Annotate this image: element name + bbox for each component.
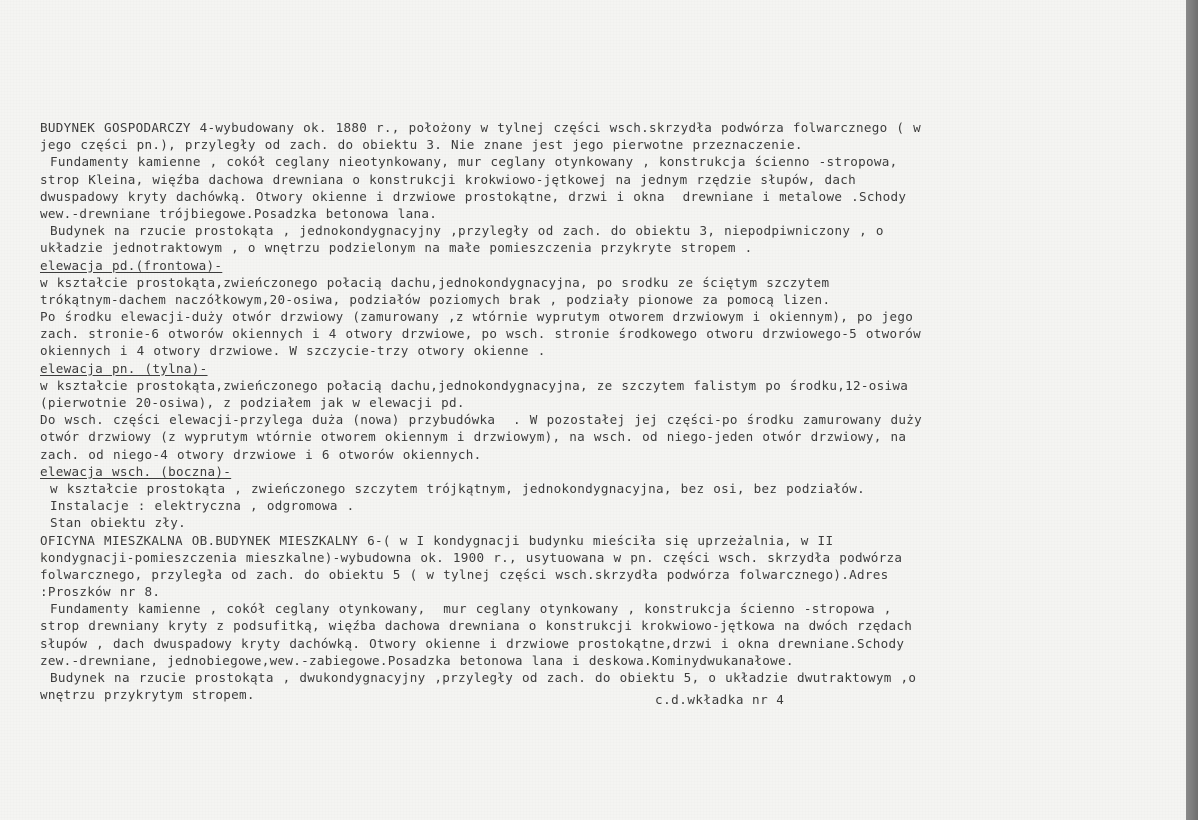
text-line: słupów , dach dwuspadowy kryty dachówką. Otwory okienne i drzwiowe prostokątne,drzwi i okna drewniane.Schody [40,635,905,651]
text-line: zach. od niego-4 otwory drzwiowe i 6 otworów okiennych. [40,446,482,462]
text-line: dwuspadowy kryty dachówką. Otwory okienne i drzwiowe prostokątne, drzwi i okna drewniane i metalowe .Schody [40,188,907,204]
text-line: jego części pn.), przyległy od zach. do obiektu 3. Nie znane jest jego pierwotne przeznaczenie. [40,137,803,153]
document-body [40,119,1170,703]
text-line: Budynek na rzucie prostokąta , dwukondygnacyjny ,przyległy od zach. do obiektu 5, o układzie dwutraktowym ,o [50,670,917,685]
text-line: Do wsch. części elewacji-przylega duża (nowa) przybudówka . W pozostałej jej części-po środku zamurowany duży [40,412,923,428]
text-line: wew.-drewniane trójbiegowe.Posadzka betonowa lana. [40,205,438,221]
continuation-note: c.d.wkładka nr 4 [655,692,785,707]
text-line: OFICYNA MIESZKALNA OB.BUDYNEK MIESZKALNY 6-( w I kondygnacji budynku mieściła się uprzeżalnia, w II [40,532,834,548]
text-line: Budynek na rzucie prostokąta , jednokondygnacyjny ,przyległy od zach. do obiektu 3, niepodpiwniczony , o [50,223,884,239]
text-line: (pierwotnie 20-osiwa), z podziałem jak w elewacji pd. [40,395,465,410]
text-line: BUDYNEK GOSPODARCZY 4-wybudowany ok. 1880 r., położony w tylnej części wsch.skrzydła podwórza folwarcznego ( w [40,120,922,135]
section-heading-north: elewacja pn. (tylna)- [40,360,208,376]
text-line: Fundamenty kamienne , cokół ceglany otynkowany, mur ceglany otynkowany , konstrukcja ścienno -stropowa , [50,601,892,617]
section-heading-south: elewacja pd.(frontowa)- [40,257,223,273]
text-line: Fundamenty kamienne , cokół ceglany nieotynkowany, mur ceglany otynkowany , konstrukcja ścienno -stropowa, [50,154,898,170]
text-line: Po środku elewacji-duży otwór drzwiowy (zamurowany ,z wtórnie wyprutym otworem drzwiowym i okiennym), po jego [40,309,914,325]
text-line: strop Kleina, więźba dachowa drewniana o konstrukcji krokwiowo-jętkowej na jednym rzędzie słupów, dach [40,171,856,187]
text-line: Instalacje : elektryczna , odgromowa . [50,498,355,514]
text-line: zew.-drewniane, jednobiegowe,wew.-zabiegowe.Posadzka betonowa lana i deskowa.Kominydwukanałowe. [40,652,794,668]
text-line: wnętrzu przykrytym stropem. [40,687,255,703]
text-line: :Proszków nr 8. [40,584,161,600]
text-line: otwór drzwiowy (z wyprutym wtórnie otworem okiennym i drzwiowym), na wsch. od niego-jeden otwór drzwiowy, na [40,429,907,445]
text-line: układzie jednotraktowym , o wnętrzu podzielonym na małe pomieszczenia przykryte stropem . [40,240,753,256]
text-line: folwarcznego, przyległa od zach. do obiektu 5 ( w tylnej części wsch.skrzydła podwórza folwarcznego).Adres [40,566,889,582]
scan-edge [1186,0,1198,820]
text-line: Stan obiektu zły. [50,515,186,531]
text-line: w kształcie prostokąta,zwieńczonego połacią dachu,jednokondygnacyjna, ze szczytem falistym po środku,12-osiwa [40,377,909,393]
text-line: w kształcie prostokąta,zwieńczonego połacią dachu,jednokondygnacyjna, po srodku ze ściętym szczytem [40,274,830,290]
text-line: w kształcie prostokąta , zwieńczonego szczytem trójkątnym, jednokondygnacyjna, bez osi, bez podziałów. [50,480,865,496]
text-line: kondygnacji-pomieszczenia mieszkalne)-wybudowna ok. 1900 r., usytuowana w pn. części wsch. skrzydła podwórza [40,549,903,565]
text-line: strop drewniany kryty z podsufitką, więźba dachowa drewniana o konstrukcji krokwiowo-jętkowa na dwóch rzędach [40,618,913,634]
text-line: trókątnym-dachem naczółkowym,20-osiwa, podziałów poziomych brak , podziały pionowe za pomocą lizen. [40,291,831,307]
text-line: okiennych i 4 otwory drzwiowe. W szczycie-trzy otwory okienne . [40,343,546,359]
section-heading-east: elewacja wsch. (boczna)- [40,463,232,479]
text-line: zach. stronie-6 otworów okiennych i 4 otwory drzwiowe, po wsch. stronie środkowego otworu drzwiowego-5 otworów [40,326,922,342]
